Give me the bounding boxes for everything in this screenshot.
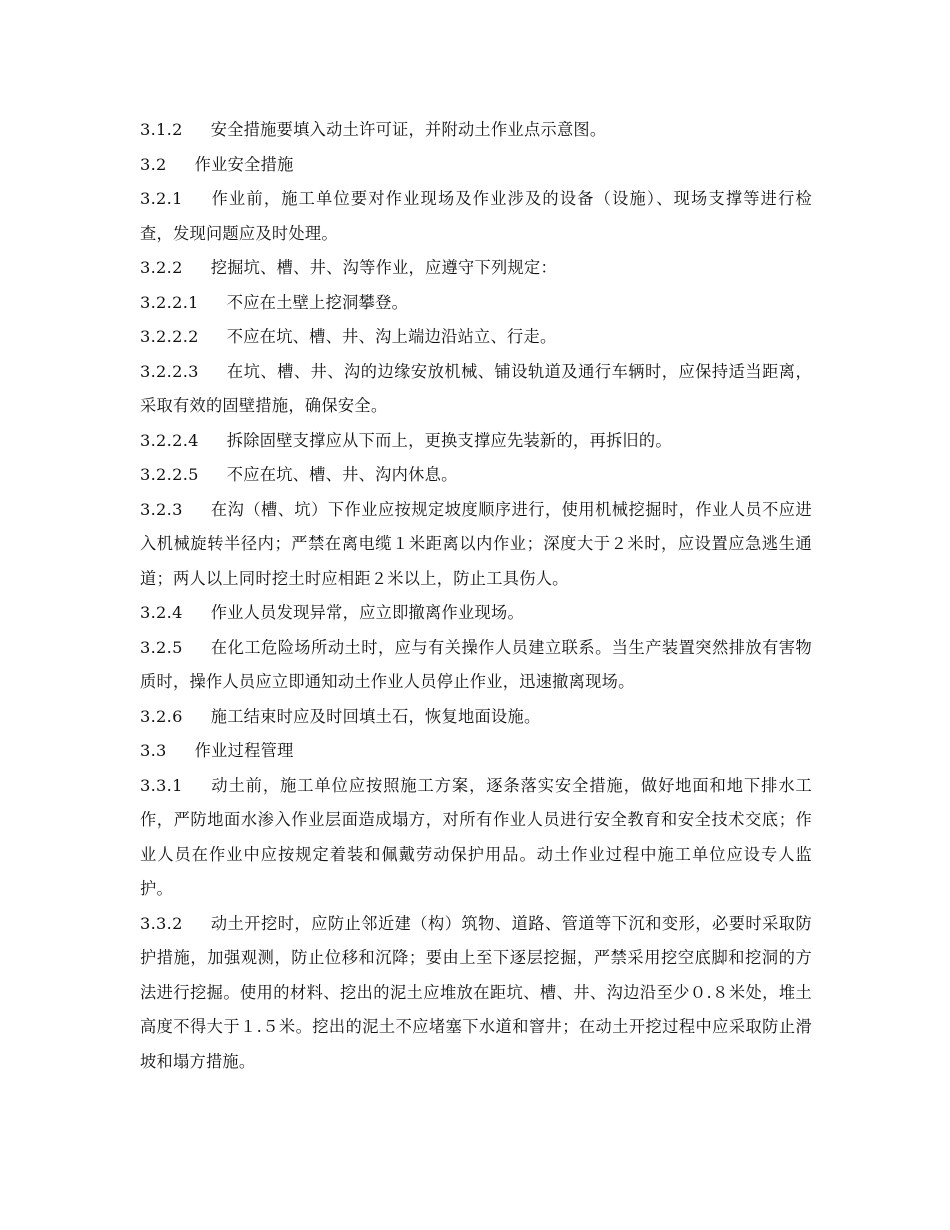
document-body — [140, 113, 812, 1079]
clause-text: 拆除固壁支撑应从下而上，更换支撑应先装新的，再拆旧的。 — [226, 430, 672, 450]
clause-text: 不应在土壁上挖洞攀登。 — [226, 292, 409, 312]
paragraph-3-2-2-4 — [140, 424, 812, 459]
clause-text: 在化工危险场所动土时，应与有关操作人员建立联系。当生产装置突然排放有害物质时，操作人员应立即通知动土作业人员停止作业，迅速撤离现场。 — [140, 637, 812, 691]
paragraph-3-2-2-2 — [140, 320, 812, 355]
paragraph-3-2-4 — [140, 596, 812, 631]
clause-text: 动土开挖时，应防止邻近建（构）筑物、道路、管道等下沉和变形，必要时采取防护措施，加强观测，防止位移和沉降；要由上至下逐层挖掘，严禁采用挖空底脚和挖洞的方法进行挖掘。使用的材料、挖出的泥土应堆放在距坑、槽、井、沟边沿至少０.８米处，堆土高度不得大于１.５米。挖出的泥土不应堵塞下水道和窨井；在动土开挖过程中应采取防止滑坡和塌方措施。 — [140, 913, 812, 1071]
paragraph-3-3-2 — [140, 907, 812, 1080]
paragraph-3-2-3 — [140, 493, 812, 597]
clause-number: 3.2.3 — [140, 499, 183, 519]
clause-text: 不应在坑、槽、井、沟上端边沿站立、行走。 — [226, 327, 557, 346]
clause-text: 不应在坑、槽、井、沟内休息。 — [226, 465, 458, 484]
paragraph-3-2-2 — [140, 251, 812, 286]
section-title: 作业过程管理 — [194, 741, 294, 760]
clause-number: 3.2.6 — [140, 706, 183, 726]
clause-number: 3.3 — [140, 741, 167, 760]
clause-text: 在坑、槽、井、沟的边缘安放机械、铺设轨道及通行车辆时，应保持适当距离，采取有效的固壁措施，确保安全。 — [140, 361, 812, 415]
clause-text: 作业前，施工单位要对作业现场及作业涉及的设备（设施）、现场支撑等进行检查，发现问题应及时处理。 — [140, 189, 812, 243]
clause-text: 在沟（槽、坑）下作业应按规定坡度顺序进行，使用机械挖掘时，作业人员不应进入机械旋转半径内；严禁在离电缆１米距离以内作业；深度大于２米时，应设置应急逃生通道；两人以上同时挖土时应相距２米以上，防止工具伤人。 — [140, 499, 812, 588]
clause-text: 动土前，施工单位应按照施工方案，逐条落实安全措施，做好地面和地下排水工作，严防地面水渗入作业层面造成塌方，对所有作业人员进行安全教育和安全技术交底；作业人员在作业中应按规定着装和佩戴劳动保护用品。动土作业过程中施工单位应设专人监护。 — [140, 775, 812, 898]
paragraph-3-2-1 — [140, 182, 812, 251]
clause-number: 3.2.2.4 — [140, 430, 199, 450]
section-heading-3-3 — [140, 734, 812, 769]
clause-text: 施工结束时应及时回填土石，恢复地面设施。 — [210, 706, 541, 726]
clause-text: 安全措施要填入动土许可证，并附动土作业点示意图。 — [210, 120, 607, 139]
clause-number: 3.3.1 — [140, 775, 183, 795]
clause-number: 3.2.4 — [140, 603, 183, 622]
paragraph-3-2-2-1 — [140, 286, 812, 321]
clause-number: 3.2.2.5 — [140, 465, 199, 484]
paragraph-3-1-2 — [140, 113, 812, 148]
clause-number: 3.2.1 — [140, 189, 183, 208]
clause-text: 作业人员发现异常，应立即撤离作业现场。 — [210, 603, 524, 622]
clause-number: 3.2 — [140, 154, 167, 174]
clause-text: 挖掘坑、槽、井、沟等作业，应遵守下列规定： — [210, 258, 557, 277]
clause-number: 3.1.2 — [140, 120, 183, 139]
clause-number: 3.3.2 — [140, 913, 183, 933]
paragraph-3-2-6 — [140, 700, 812, 735]
clause-number: 3.2.5 — [140, 637, 183, 657]
clause-number: 3.2.2 — [140, 258, 183, 277]
clause-number: 3.2.2.3 — [140, 361, 199, 381]
section-title: 作业安全措施 — [194, 154, 294, 174]
clause-number: 3.2.2.2 — [140, 327, 199, 346]
paragraph-3-3-1 — [140, 769, 812, 907]
paragraph-3-2-2-5 — [140, 458, 812, 493]
paragraph-3-2-5 — [140, 631, 812, 700]
clause-number: 3.2.2.1 — [140, 292, 199, 312]
paragraph-3-2-2-3 — [140, 355, 812, 424]
section-heading-3-2 — [140, 148, 812, 183]
